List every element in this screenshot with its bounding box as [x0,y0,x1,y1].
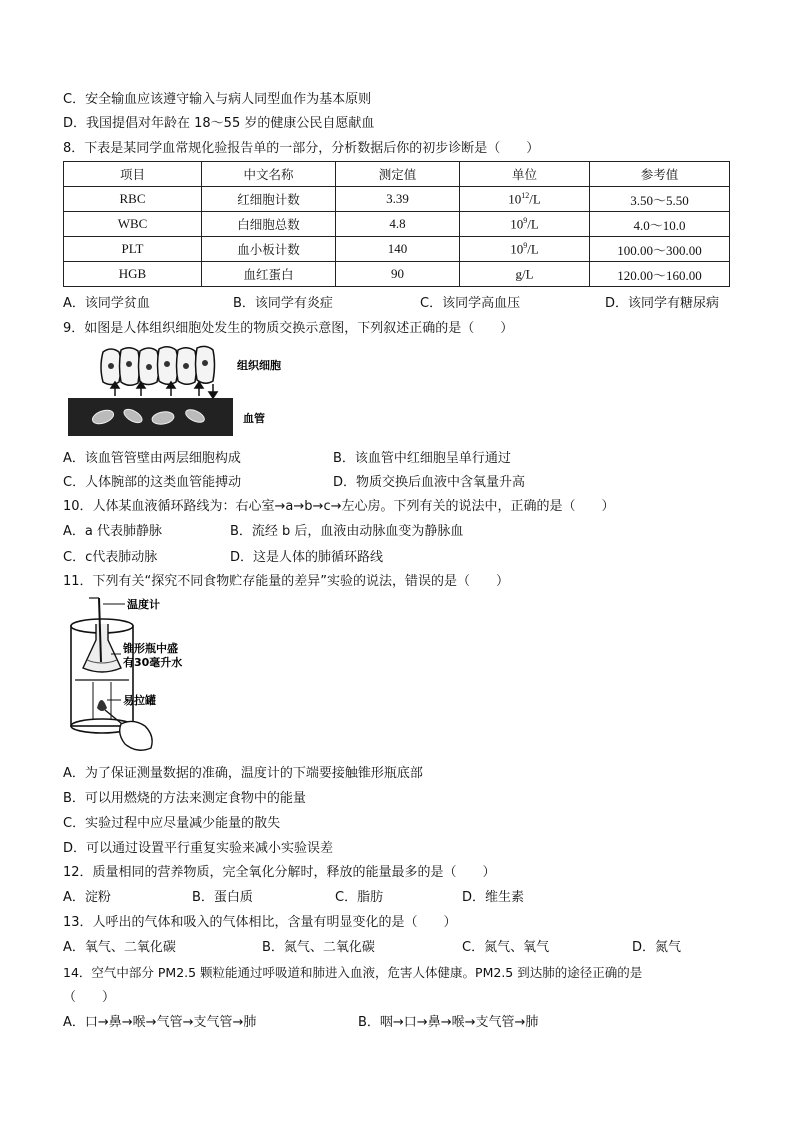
q10-option-d: D．这是人体的肺循环路线 [230,550,384,565]
q12-stem: 12．质量相同的营养物质，完全氧化分解时，释放的能量最多的是（ ） [63,865,496,880]
item-unit: g/L [460,262,590,287]
table-header: 中文名称 [202,162,336,187]
item-unit: $10^{12}/L$ [460,187,590,212]
label-can: 易拉罐 [123,694,156,707]
q10-option-a: A．a 代表肺静脉 [63,524,162,539]
item-code: RBC [64,187,202,212]
table-header: 测定值 [336,162,460,187]
q8-option-c: C．该同学高血压 [420,296,521,311]
q13-option-b: B．氮气、二氧化碳 [262,940,375,955]
item-value: 4.8 [336,212,460,237]
q14-option-a: A．口→鼻→喉→气管→支气管→肺 [63,1015,257,1030]
food-energy-apparatus-figure [63,596,233,756]
q13-option-a: A．氧气、二氧化碳 [63,940,176,955]
item-value: 90 [336,262,460,287]
q10-option-b: B．流经 b 后，血液由动脉血变为静脉血 [230,524,464,539]
q11-option-d: D．可以通过设置平行重复实验来减小实验误差 [63,841,334,856]
q11-option-b: B．可以用燃烧的方法来测定食物中的能量 [63,791,306,806]
item-name: 白细胞总数 [202,212,336,237]
q8-option-b: B．该同学有炎症 [233,296,333,311]
item-reference: 4.0～10.0 [590,212,730,237]
q12-option-d: D．维生素 [462,890,525,905]
item-reference: 3.50～5.50 [590,187,730,212]
item-unit: $10^9/L$ [460,212,590,237]
q9-stem: 9．如图是人体组织细胞处发生的物质交换示意图，下列叙述正确的是（ ） [63,321,514,336]
item-code: WBC [64,212,202,237]
q13-stem: 13．人呼出的气体和吸入的气体相比，含量有明显变化的是（ ） [63,915,457,930]
q11-stem: 11．下列有关“探究不同食物贮存能量的差异”实验的说法，错误的是（ ） [63,574,510,589]
q9-option-c: C．人体腕部的这类血管能搏动 [63,475,242,490]
item-unit: $10^9/L$ [460,237,590,262]
q12-option-a: A．淀粉 [63,890,111,905]
q7-option-d: D．我国提倡对年龄在 18～55 岁的健康公民自愿献血 [63,116,375,131]
item-value: 140 [336,237,460,262]
q12-option-b: B．蛋白质 [192,890,253,905]
q14-stem-blank: （ ） [63,990,116,1005]
item-name: 血小板计数 [202,237,336,262]
q9-option-a: A．该血管管壁由两层细胞构成 [63,451,241,466]
q13-option-d: D．氮气 [632,940,682,955]
q7-option-c: C．安全输血应该遵守输入与病人同型血作为基本原则 [63,92,372,107]
table-header: 项目 [64,162,202,187]
q11-option-c: C．实验过程中应尽量减少能量的散失 [63,816,281,831]
q9-option-b: B．该血管中红细胞呈单行通过 [333,451,511,466]
table-row [64,187,730,212]
q8-stem: 8．下表是某同学血常规化验报告单的一部分，分析数据后你的初步诊断是（ ） [63,141,540,156]
q12-option-c: C．脂肪 [335,890,384,905]
q10-stem: 10．人体某血液循环路线为：右心室→a→b→c→左心房。下列有关的说法中，正确的是（ ） [63,499,615,514]
table-row [64,237,730,262]
item-name: 血红蛋白 [202,262,336,287]
q11-option-a: A．为了保证测量数据的准确，温度计的下端要接触锥形瓶底部 [63,766,423,781]
q14-stem: 14．空气中部分 PM2.5 颗粒能通过呼吸道和肺进入血液，危害人体健康。PM2.5 到达肺的途径正确的是 [63,965,643,980]
item-code: HGB [64,262,202,287]
q10-option-c: C．c代表肺动脉 [63,550,158,565]
blood-report-table [63,161,730,287]
q14-option-b: B．咽→口→鼻→喉→支气管→肺 [358,1015,539,1030]
table-row [64,212,730,237]
label-flask-line2: 有30毫升水 [123,656,183,669]
table-header: 单位 [460,162,590,187]
label-thermometer: 温度计 [127,598,160,611]
label-blood-vessel: 血管 [243,412,265,425]
item-value: 3.39 [336,187,460,212]
q8-option-a: A．该同学贫血 [63,296,150,311]
tissue-exchange-figure [63,342,283,442]
table-row [64,262,730,287]
q9-option-d: D．物质交换后血液中含氧量升高 [333,475,526,490]
item-code: PLT [64,237,202,262]
item-reference: 100.00～300.00 [590,237,730,262]
table-header-row [64,162,730,187]
q13-option-c: C．氮气、氧气 [462,940,550,955]
q8-option-d: D．该同学有糖尿病 [605,296,720,311]
item-reference: 120.00～160.00 [590,262,730,287]
table-header: 参考值 [590,162,730,187]
item-name: 红细胞计数 [202,187,336,212]
label-tissue-cells: 组织细胞 [237,359,281,372]
label-flask-line1: 锥形瓶中盛 [123,642,178,655]
